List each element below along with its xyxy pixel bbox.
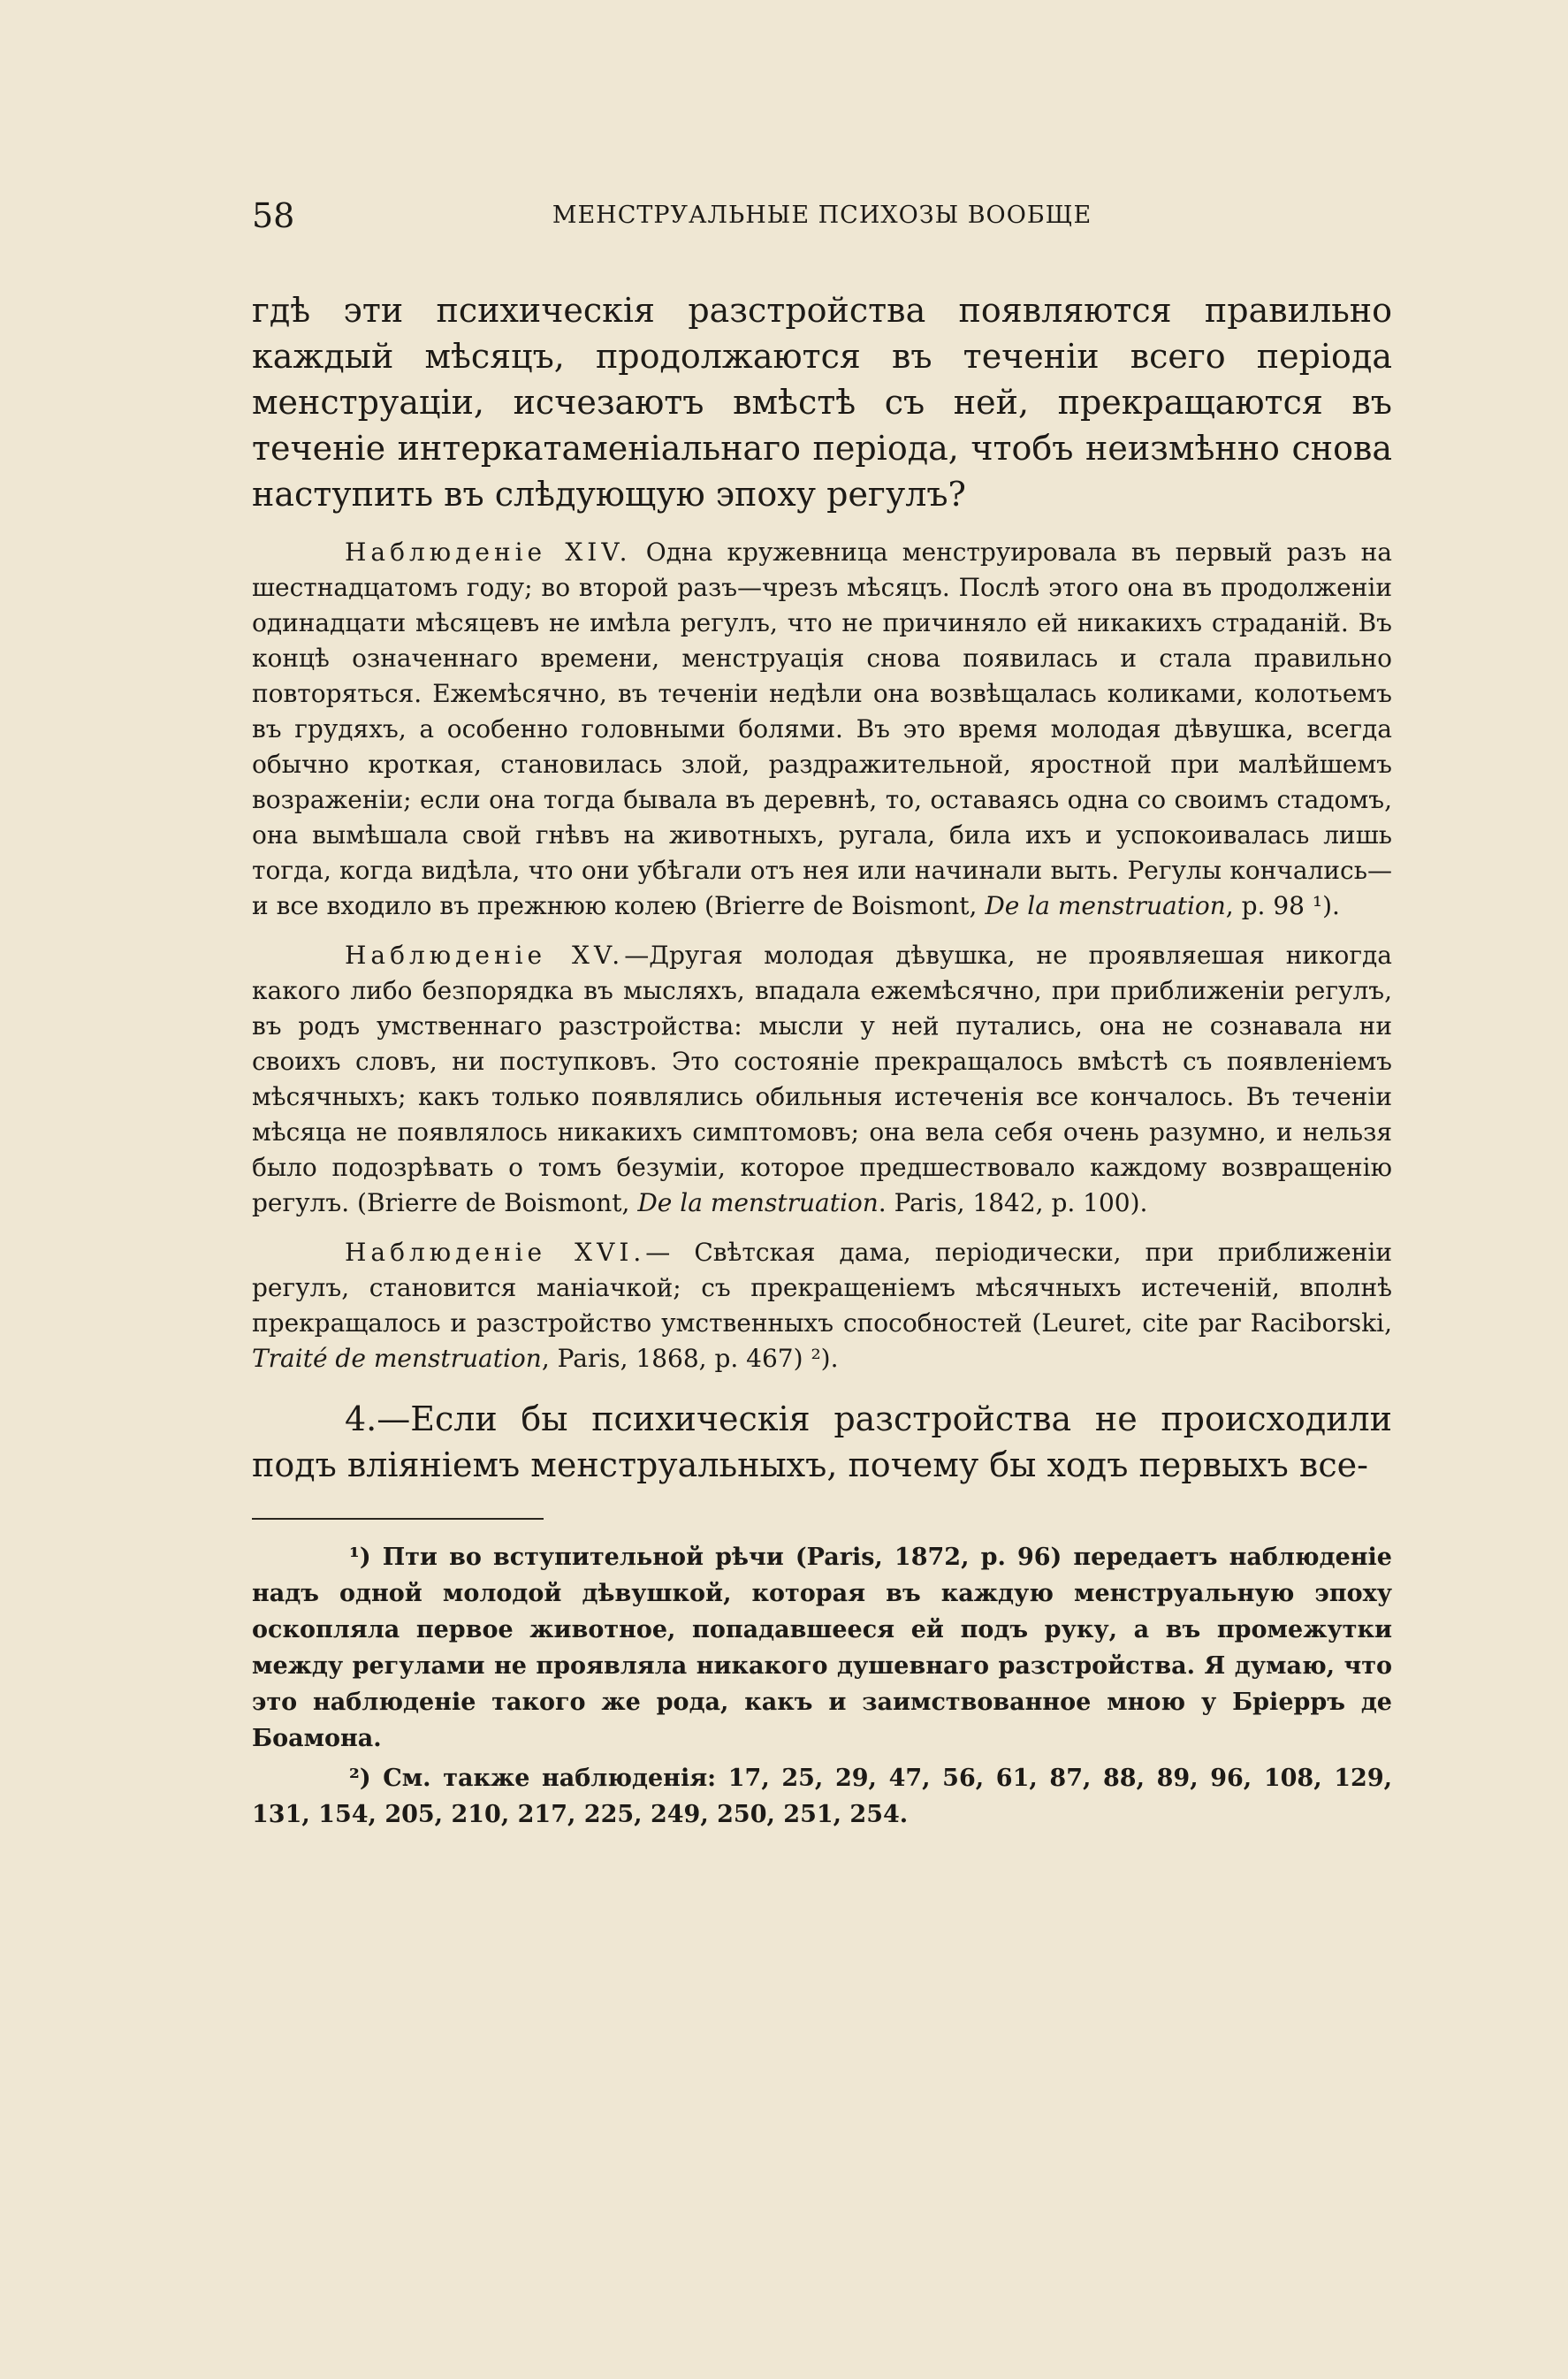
citation-tail: , Paris, 1868, p. 467) ²). [541, 1344, 839, 1373]
running-title: МЕНСТРУАЛЬНЫЕ ПСИХОЗЫ ВООБЩЕ [552, 202, 1092, 229]
footnote-1: ¹) Пти во вступительной рѣчи (Paris, 1872, p. 96) передаетъ наблюденіе надъ одной молодой дѣвушкой, которая въ каждую менструальную эпоху оскопляла первое животное, попадавшееся ей подъ руку, а въ промежутки между регулами не проявляла никакого душевнаго разстройства. Я думаю, что это наблюденіе такого же рода, какъ и заимствованное мною у Бріерръ де Боамона. [252, 1544, 1392, 1752]
work-title: De la menstruation [637, 1188, 879, 1217]
observation-label: Наблюденіе XIV. [345, 538, 632, 567]
citation-tail: , p. 98 ¹). [1225, 891, 1340, 920]
observation-16 [252, 1235, 1392, 1376]
page-body [252, 287, 1392, 1833]
work-title: Traité de menstruation [252, 1344, 542, 1373]
observation-14 [252, 535, 1392, 924]
footnote-2: ²) См. также наблюденія: 17, 25, 29, 47, 56, 61, 87, 88, 89, 96, 108, 129, 131, 154, 205, 210, 217, 225, 249, 250, 251, 254. [252, 1765, 1392, 1828]
intro-paragraph: гдѣ эти психическія разстройства появляются правильно каждый мѣсяцъ, продолжаются въ теченіи всего періода менструаціи, исчезаютъ вмѣстѣ съ ней, прекращаются въ теченіе интеркатаменіальнаго періода, чтобъ неизмѣнно снова наступить въ слѣдующую эпоху регулъ? [252, 291, 1392, 514]
observation-15 [252, 938, 1392, 1221]
observation-text: — Свѣтская дама, періодически, при приближеніи регулъ, становится маніачкой; съ прекращеніемъ мѣсячныхъ истеченій, вполнѣ прекращалось и разстройство умственныхъ способностей (Leuret, cite par Raciborski, [252, 1238, 1392, 1338]
citation-tail: . Paris, 1842, p. 100). [878, 1188, 1148, 1217]
page-number: 58 [252, 196, 295, 235]
observation-label: Наблюденіе XV. [345, 941, 625, 970]
work-title: De la menstruation [985, 891, 1226, 920]
page-header [252, 196, 1392, 240]
footnote-divider [252, 1518, 544, 1520]
section-4-paragraph: 4.—Если бы психическія разстройства не происходили подъ вліяніемъ менструальныхъ, почему бы ходъ первыхъ все- [252, 1399, 1392, 1484]
observation-text: —Другая молодая дѣвушка, не проявляешая никогда какого либо безпорядка въ мысляхъ, впадала ежемѣсячно, при приближеніи регулъ, въ родъ умственнаго разстройства: мысли у ней путались, она не сознавала ни своихъ словъ, ни поступковъ. Это состояніе прекращалось вмѣстѣ съ появленіемъ мѣсячныхъ; какъ только появлялись обильныя истеченія все кончалось. Въ теченіи мѣсяца не появлялось никакихъ симптомовъ; она вела себя очень разумно, и нельзя было подозрѣвать о томъ безуміи, которое предшествовало каждому возвращенію регулъ. (Brierre de Boismont, [252, 941, 1392, 1217]
observation-label: Наблюденіе XVI. [345, 1238, 646, 1267]
observation-text: Одна кружевница менструировала въ первый разъ на шестнадцатомъ году; во второй разъ—чрезъ мѣсяцъ. Послѣ этого она въ продолженіи одинадцати мѣсяцевъ не имѣла регулъ, что не причиняло ей никакихъ страданій. Въ концѣ означеннаго времени, менструація снова появилась и стала правильно повторяться. Ежемѣсячно, въ теченіи недѣли она возвѣщалась коликами, колотьемъ въ грудяхъ, а особенно головными болями. Въ это время молодая дѣвушка, всегда обычно кроткая, становилась злой, раздражительной, яростной при малѣйшемъ возраженіи; если она тогда бывала въ деревнѣ, то, оставаясь одна со своимъ стадомъ, она вымѣшала свой гнѣвъ на животныхъ, ругала, била ихъ и успокоивалась лишь тогда, когда видѣла, что они убѣгали отъ нея или начинали выть. Регулы кончались—и все входило въ прежнюю колею (Brierre de Boismont, [252, 538, 1392, 920]
